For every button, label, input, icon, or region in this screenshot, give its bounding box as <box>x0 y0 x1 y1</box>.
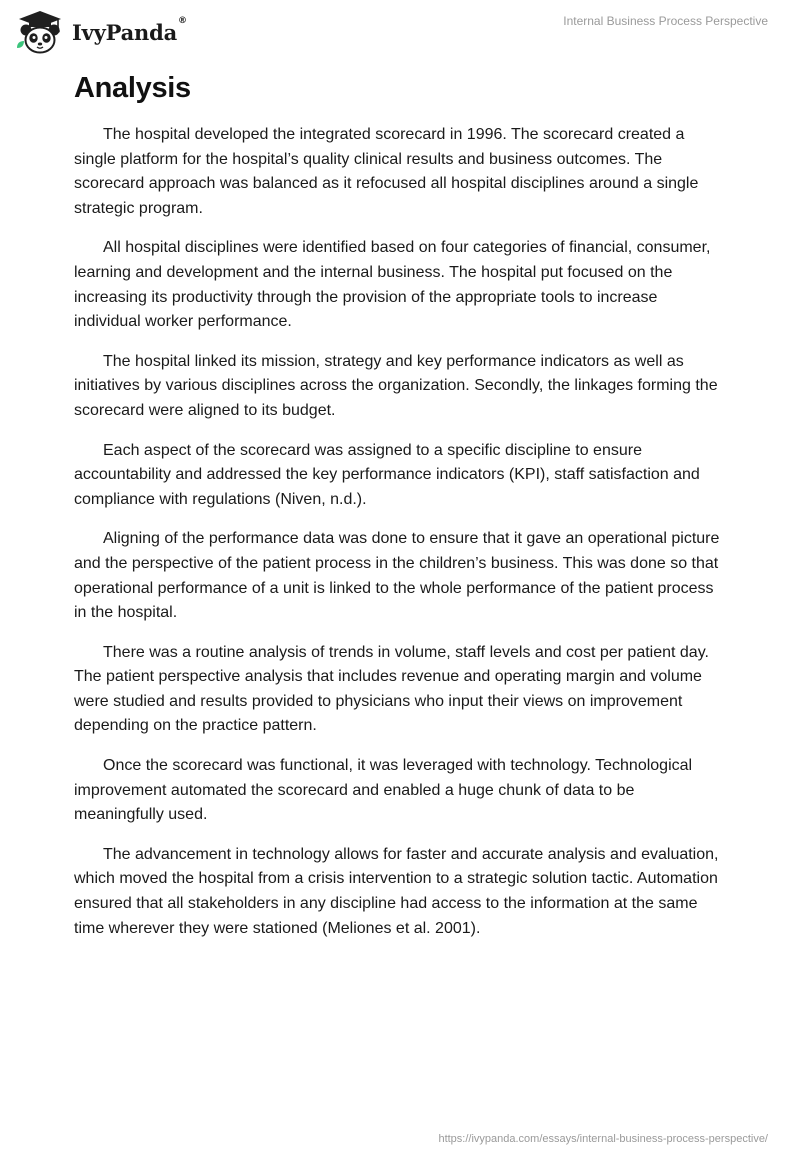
paragraph: There was a routine analysis of trends in volume, staff levels and cost per patient day. The patient perspective analysis that includes revenue and operating margin and volume were studied and results provided to physicians who input their views on improvement depending on the practice pattern. <box>74 643 709 735</box>
article-body <box>74 72 726 956</box>
document-title: Internal Business Process Perspective <box>563 14 768 28</box>
page-header <box>0 0 800 60</box>
paragraph: Each aspect of the scorecard was assigned to a specific discipline to ensure accountability and addressed the key performance indicators (KPI), staff satisfaction and compliance with regulations (Niven, n.d.). <box>74 441 700 508</box>
paragraph: The hospital developed the integrated scorecard in 1996. The scorecard created a single platform for the hospital’s quality clinical results and business outcomes. The scorecard approach was balanced as it refocused all hospital disciplines around a single strategic program. <box>74 126 699 217</box>
paragraph: Once the scorecard was functional, it was leveraged with technology. Technological improvement automated the scorecard and enabled a huge chunk of data to be meaningfully used. <box>74 757 693 824</box>
source-url[interactable]: https://ivypanda.com/essays/internal-business-process-perspective/ <box>438 1133 768 1145</box>
paragraph: Aligning of the performance data was done to ensure that it gave an operational picture and the perspective of the patient process in the children’s business. This was done so that operational performance of a unit is linked to the whole performance of the patient process in the hospital. <box>74 530 720 622</box>
paragraph: The advancement in technology allows for faster and accurate analysis and evaluation, which moved the hospital from a crisis intervention to a strategic solution tactic. Automation ensured that all stakeholders in any discipline had access to the information at the same time wherever they were stationed (Meliones et al. 2001). <box>74 845 719 937</box>
panda-graduate-icon <box>14 8 66 56</box>
paragraph: All hospital disciplines were identified based on four categories of financial, consumer, learning and development and the internal business. The hospital put focused on the increasing its productivity through the provision of the appropriate tools to increase individual worker performance. <box>74 239 711 331</box>
brand-name: IvyPanda® <box>72 15 187 45</box>
paragraph: The hospital linked its mission, strategy and key performance indicators as well as initiatives by various disciplines across the organization. Secondly, the linkages forming the scorecard were aligned to its budget. <box>74 352 718 419</box>
ivypanda-logo[interactable] <box>14 8 187 56</box>
section-heading: Analysis <box>74 72 191 104</box>
registered-mark: ® <box>178 15 187 26</box>
